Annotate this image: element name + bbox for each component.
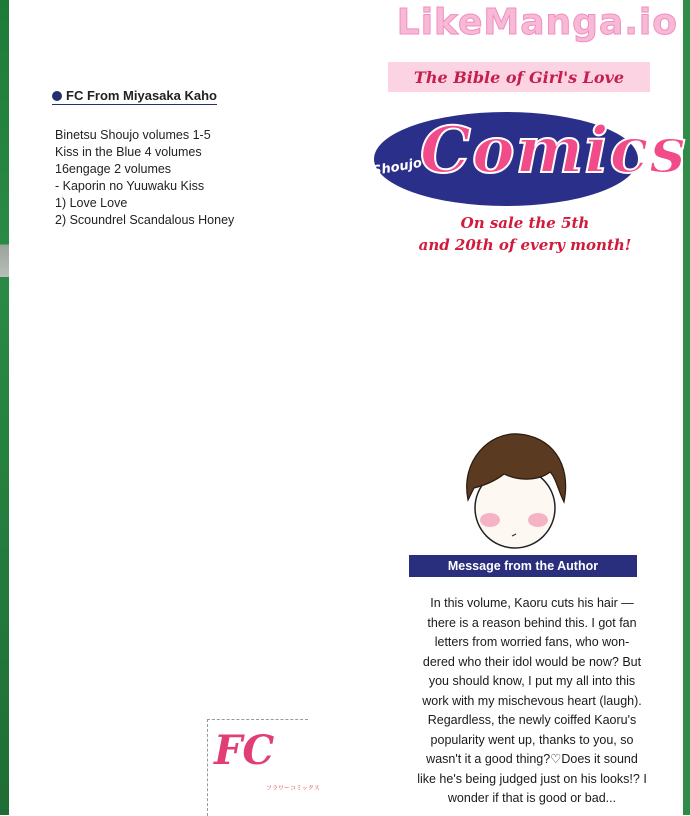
message-line: Regardless, the newly coiffed Kaoru's: [427, 713, 637, 727]
message-line: popularity went up, thanks to you, so: [430, 732, 634, 747]
message-line: letters from worried fans, who won-: [434, 635, 630, 649]
publisher-logo: FC: [214, 727, 275, 774]
watermark-logo: LikeManga.io: [396, 2, 678, 43]
sale-line: and 20th of every month!: [418, 236, 632, 254]
author-avatar: [460, 430, 570, 550]
message-line: wasn't it a good thing?♡Does it sound: [426, 752, 638, 766]
message-heading: Message from the Author: [409, 555, 637, 577]
message-line: there is a reason behind this. I got fan: [427, 615, 637, 630]
message-line: like he's being judged just on his looks!? I: [417, 771, 647, 786]
works-heading-text: FC From Miyasaka Kaho: [66, 88, 217, 103]
works-item: 2) Scoundrel Scandalous Honey: [55, 213, 235, 227]
works-list: [55, 127, 234, 229]
message-line: In this volume, Kaoru cuts his hair —: [430, 596, 634, 610]
works-item: Binetsu Shoujo volumes 1-5: [55, 128, 211, 142]
shoujo-label: Shoujo: [371, 155, 424, 180]
works-item: - Kaporin no Yuuwaku Kiss: [55, 179, 205, 193]
message-line: wonder if that is good or bad...: [447, 791, 617, 805]
works-item: Kiss in the Blue 4 volumes: [55, 145, 202, 159]
message-line: you should know, I put my all into this: [428, 674, 636, 688]
bullet-icon: [52, 91, 62, 101]
message-body: [412, 594, 652, 809]
works-item: 1) Love Love: [55, 196, 128, 210]
publisher-logo-sub: フラワーコミックス: [266, 786, 320, 792]
sale-line: On sale the 5th: [460, 214, 590, 232]
message-line: dered who their idol would be now? But: [422, 654, 642, 669]
sale-info: [390, 212, 660, 256]
message-line: work with my mischevous heart (laugh).: [422, 693, 642, 708]
comics-brand: Comics: [420, 113, 687, 188]
left-page-edge: [0, 0, 9, 815]
works-item: 16engage 2 volumes: [55, 162, 172, 176]
works-heading: [52, 88, 217, 105]
tagline-banner: The Bible of Girl's Love: [388, 62, 650, 92]
